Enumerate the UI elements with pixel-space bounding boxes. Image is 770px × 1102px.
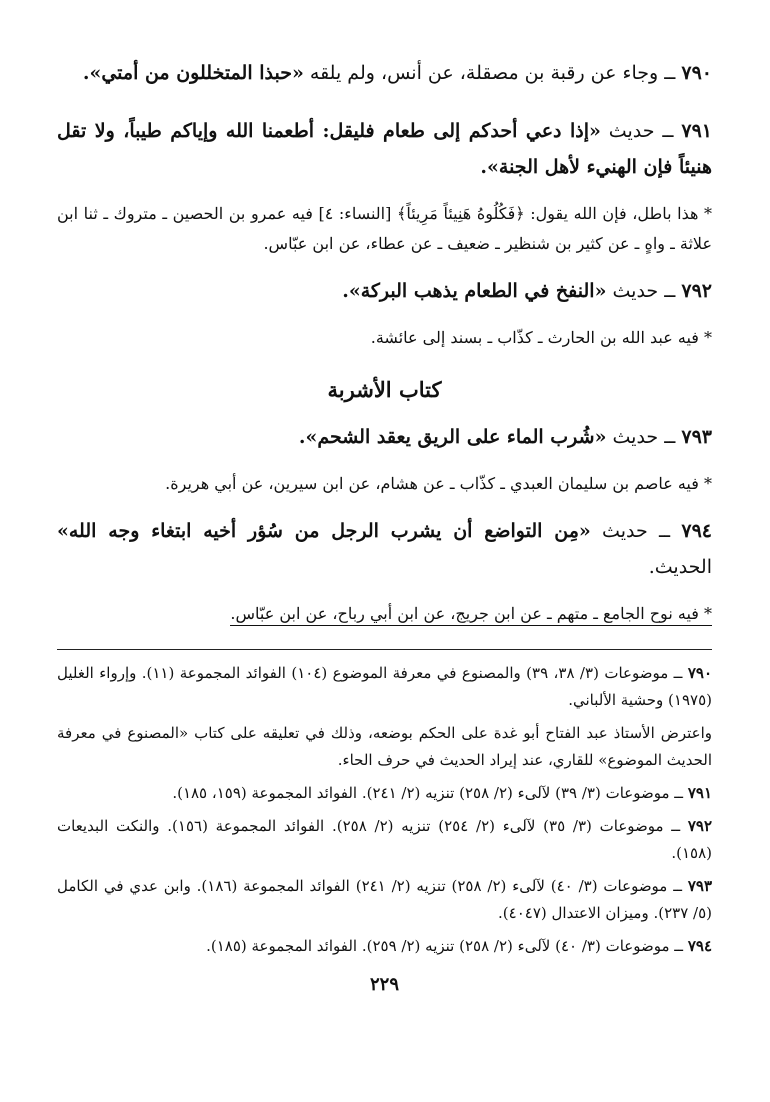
entry-792: [57, 273, 712, 309]
entry-number: ٧٩٠: [681, 62, 712, 84]
hadith-text: «مِن التواضع أن يشرب الرجل من سُؤر أخيه ابتغاء وجه الله»: [57, 520, 591, 542]
hadith-text: «النفخ في الطعام يذهب البركة».: [342, 280, 607, 302]
footnote-text: ــ موضوعات (٣/ ٣٩) لآلىء (٢/ ٢٥٨) تنزيه (٢/ ٢٤١). الفوائد المجموعة (١٥٩، ١٨٥).: [172, 784, 688, 802]
note-794: [57, 599, 712, 629]
footnote-790-extra: واعترض الأستاذ عبد الفتاح أبو غدة على الحكم بوضعه، وذلك في تعليقه على كتاب «المصنوع في معرفة الحديث الموضوع» للقاري، عند إيراد الحديث في حرف الحاء.: [57, 724, 712, 769]
footnote-number: ٧٩٠: [687, 664, 712, 682]
entry-number: ٧٩١: [681, 120, 712, 142]
entry-intro: ــ حديث: [600, 120, 682, 142]
footnote-number: ٧٩٤: [687, 937, 712, 955]
entry-intro: ــ وجاء عن رقبة بن مصقلة، عن أنس، ولم يلقه: [303, 62, 682, 84]
footnote-divider: [57, 649, 712, 650]
entry-intro: ــ حديث: [606, 426, 682, 448]
footnote-number: ٧٩١: [687, 784, 712, 802]
note-793: * فيه عاصم بن سليمان العبدي ـ كذّاب ـ عن هشام، عن ابن سيرين، عن أبي هريرة.: [165, 474, 712, 493]
footnote-text: ــ موضوعات (٣/ ٣٥) لآلىء (٢/ ٢٥٤) تنزيه (٢/ ٢٥٨). الفوائد المجموعة (١٥٦). والنكت البديعات (١٥٨).: [57, 817, 712, 862]
hadith-text: «إذا دعي أحدكم إلى طعام فليقل: أطعمنا الله وإياكم طيباً، ولا تقل هنيئاً فإن الهنيء لأهل الجنة».: [57, 120, 712, 178]
entry-intro: ــ حديث: [606, 280, 682, 302]
footnote-number: ٧٩٢: [687, 817, 713, 835]
footnote-794: [57, 933, 712, 960]
note-794-text: * فيه نوح الجامع ـ متهم ـ عن ابن جريج، عن ابن أبي رباح، عن ابن عبّاس.: [230, 604, 712, 626]
hadith-text: «حبذا المتخللون من أمتي».: [82, 62, 304, 84]
note-791: * هذا باطل، فإن الله يقول: ﴿فَكُلُوهُ هَنِيئاً مَرِيئاً﴾ [النساء: ٤] فيه عمرو بن الحصين ـ متروك ـ ثنا ابن علاثة ـ واهٍ ـ عن كثير بن شنظير ـ ضعيف ـ عن عطاء، عن ابن عبّاس.: [57, 204, 713, 253]
footnote-792: [57, 813, 712, 867]
footnote-number: ٧٩٣: [687, 877, 713, 895]
footnote-text: ــ موضوعات (٣/ ٣٨، ٣٩) والمصنوع في معرفة الموضوع (١٠٤) الفوائد المجموعة (١١). وإرواء الغليل (١٩٧٥) وحشية الألباني.: [57, 664, 712, 709]
hadith-text: «شُرب الماء على الريق يعقد الشحم».: [298, 426, 607, 448]
entry-trailer: الحديث.: [648, 556, 712, 578]
entry-791: [57, 113, 712, 185]
entry-794: [57, 513, 712, 585]
footnote-text: ــ موضوعات (٣/ ٤٠) لآلىء (٢/ ٢٥٨) تنزيه (٢/ ٢٥٩). الفوائد المجموعة (١٨٥).: [206, 937, 688, 955]
entry-790: [57, 55, 712, 91]
page-number: ٢٢٩: [369, 974, 399, 995]
entry-793: [57, 419, 712, 455]
entry-intro: ــ حديث: [590, 520, 682, 542]
footnote-793: [57, 873, 712, 927]
chapter-title: كتاب الأشربة: [327, 377, 442, 402]
footnote-790: [57, 660, 712, 714]
footnote-text: ــ موضوعات (٣/ ٤٠) لآلىء (٢/ ٢٥٨) تنزيه (٢/ ٢٤١) الفوائد المجموعة (١٨٦). وابن عدي في الكامل (٥/ ٢٣٧). وميزان الاعتدال (٤٠٤٧).: [57, 877, 712, 922]
footnote-791: [57, 780, 712, 807]
entry-number: ٧٩٢: [681, 280, 712, 302]
document-page: [57, 55, 712, 995]
entry-number: ٧٩٣: [681, 426, 712, 448]
entry-number: ٧٩٤: [681, 520, 712, 542]
note-792: * فيه عبد الله بن الحارث ـ كذّاب ـ بسند إلى عائشة.: [370, 328, 712, 347]
